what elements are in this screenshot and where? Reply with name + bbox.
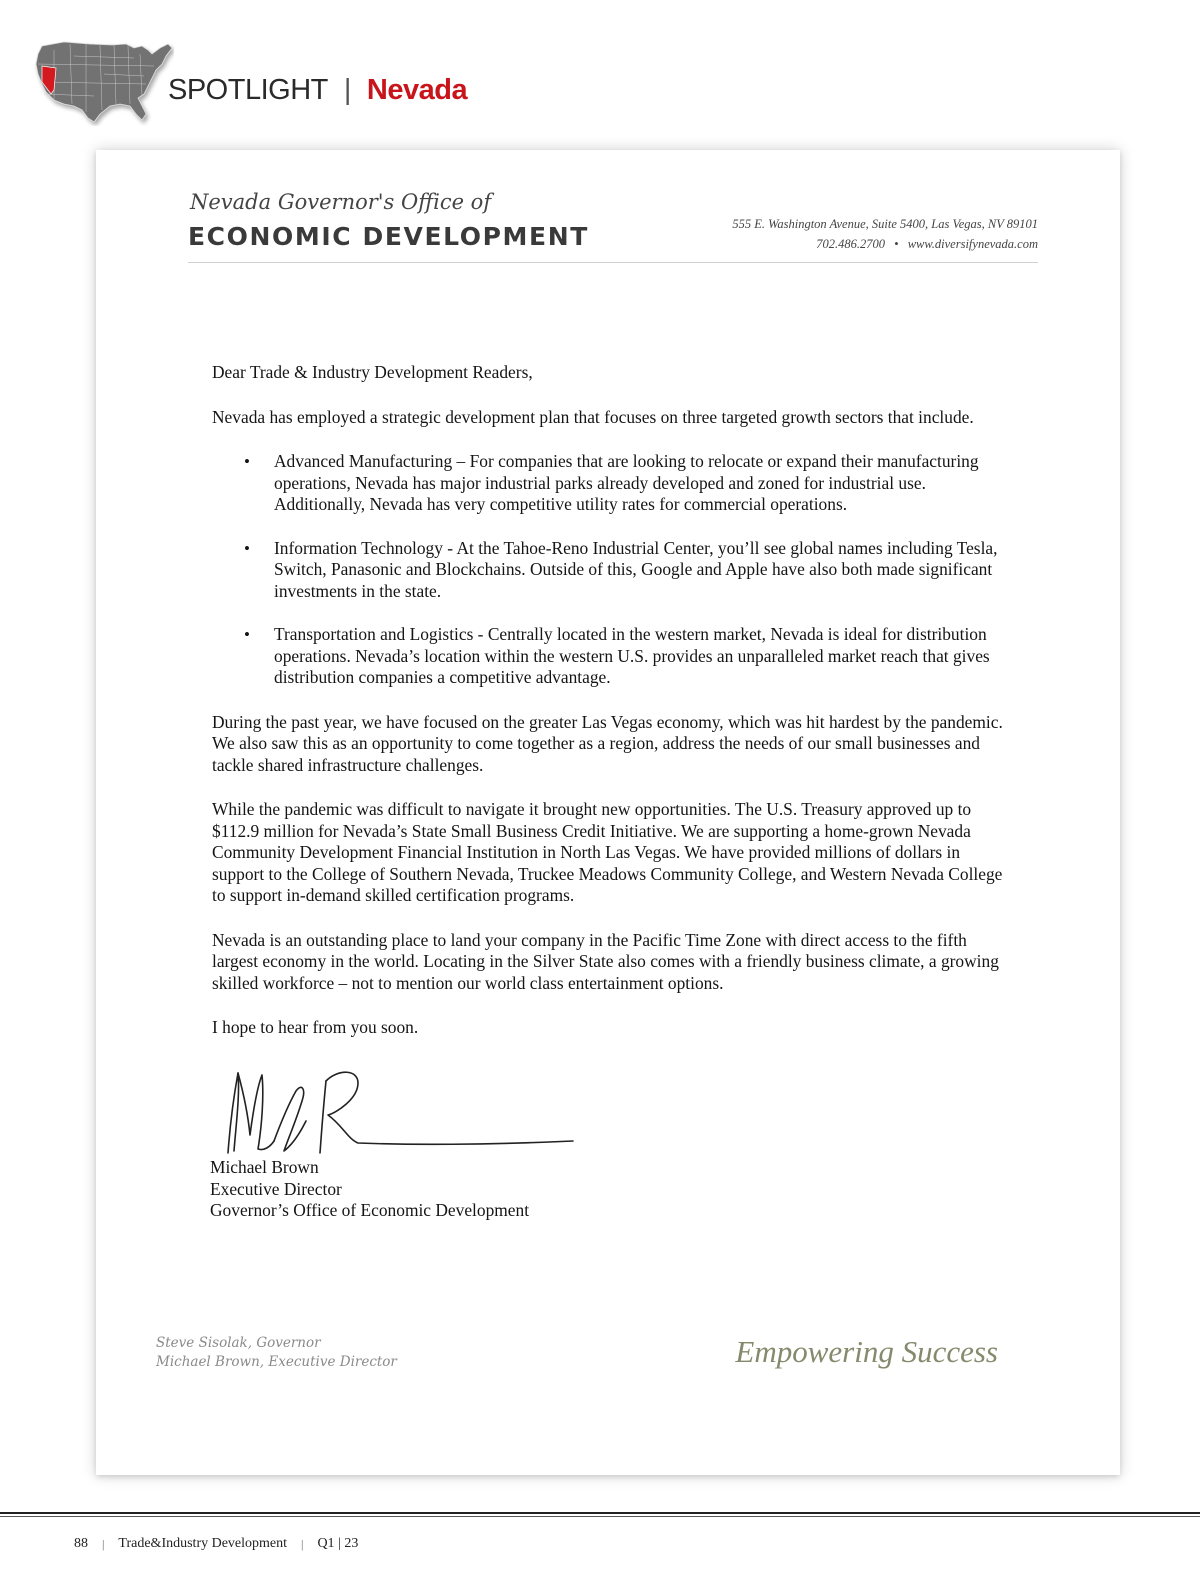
sector-list [212, 451, 1012, 689]
sector-item-information-technology: • Information Technology - At the Tahoe-Reno Industrial Center, you’ll see global names including Tesla, Switch, Panasonic and Blockchains. Outside of this, Google and Apple have also both made significant investments in the state. [274, 538, 1012, 603]
title-separator: | [343, 73, 351, 106]
sector-item-manufacturing: • Advanced Manufacturing – For companies that are looking to relocate or expand their manufacturing operations, Nevada has major industrial parks already developed and zoned for industrial use. Additionally, Nevada has very competitive utility rates for commercial operations. [274, 451, 1012, 516]
letter-paragraph: During the past year, we have focused on the greater Las Vegas economy, which was hit hardest by the pandemic. We also saw this as an opportunity to come together as a region, address the needs of our small businesses and tackle shared infrastructure challenges. [212, 711, 1003, 775]
footer-rule [0, 1512, 1200, 1514]
letterhead-footer-names [156, 1334, 397, 1372]
letterhead-department: ECONOMIC DEVELOPMENT [188, 222, 589, 251]
footer-separator: | [102, 1536, 105, 1551]
letter-closing: I hope to hear from you soon. [212, 1017, 419, 1037]
signature-block [208, 1065, 628, 1275]
publication-name: Trade&Industry Development [118, 1536, 288, 1551]
spotlight-label: SPOTLIGHT [168, 73, 328, 106]
page-number: 88 [74, 1536, 88, 1551]
magazine-footer [74, 1536, 358, 1552]
signer-details [210, 1157, 529, 1222]
footer-rule-thin [0, 1516, 1200, 1517]
letter-salutation: Dear Trade & Industry Development Readers, [212, 362, 533, 382]
letterhead-dot: • [894, 237, 899, 251]
signer-name: Michael Brown [210, 1157, 319, 1177]
tagline: Empowering Success [735, 1334, 998, 1369]
director-name: Michael Brown, Executive Director [156, 1354, 397, 1370]
letter-body [212, 362, 1012, 1062]
letterhead-divider [188, 262, 1038, 263]
letter-paragraph: While the pandemic was difficult to navigate it brought new opportunities. The U.S. Treasury approved up to $112.9 million for Nevada’s State Small Business Credit Initiative. We are supporting a home-grown Nevada Community Development Financial Institution in North Las Vegas. We have provided millions of dollars in support to the College of Southern Nevada, Truckee Meadows Community College, and Western Nevada College to support in-demand skilled certification programs. [212, 799, 1003, 905]
footer-separator: | [301, 1536, 304, 1551]
handwritten-signature [208, 1065, 578, 1160]
state-name: Nevada [366, 73, 468, 106]
signer-title: Executive Director [210, 1178, 342, 1199]
issue-label: Q1 | 23 [317, 1536, 359, 1551]
letter-paragraph: Nevada is an outstanding place to land your company in the Pacific Time Zone with direct access to the fifth largest economy in the world. Locating in the Silver State also comes with a friendly business climate, a growing skilled workforce – not to mention our world class entertainment options. [212, 929, 999, 993]
letterhead-office: Nevada Governor's Office of [190, 190, 492, 214]
letterhead-phone: 702.486.2700 [816, 237, 886, 251]
letter-intro: Nevada has employed a strategic development plan that focuses on three targeted growth sectors that include. [212, 406, 974, 427]
spotlight-title [168, 70, 467, 110]
letterhead-website: www.diversifynevada.com [907, 237, 1038, 251]
governor-name: Steve Sisolak, Governor [156, 1335, 321, 1351]
sector-item-transportation: • Transportation and Logistics - Centrally located in the western market, Nevada is ideal for distribution operations. Nevada’s location within the western U.S. provides an unparalleled market reach that gives distribution companies a competitive advantage. [274, 624, 1012, 689]
letterhead-phone-web [732, 234, 1038, 254]
letterhead-address: 555 E. Washington Avenue, Suite 5400, Las Vegas, NV 89101 [732, 217, 1038, 231]
letter-sheet [96, 150, 1120, 1475]
spotlight-header [34, 34, 494, 134]
letterhead-contact [732, 214, 1038, 254]
usa-map-nevada-highlighted-icon [34, 34, 174, 126]
signer-organization: Governor’s Office of Economic Development [210, 1200, 530, 1220]
